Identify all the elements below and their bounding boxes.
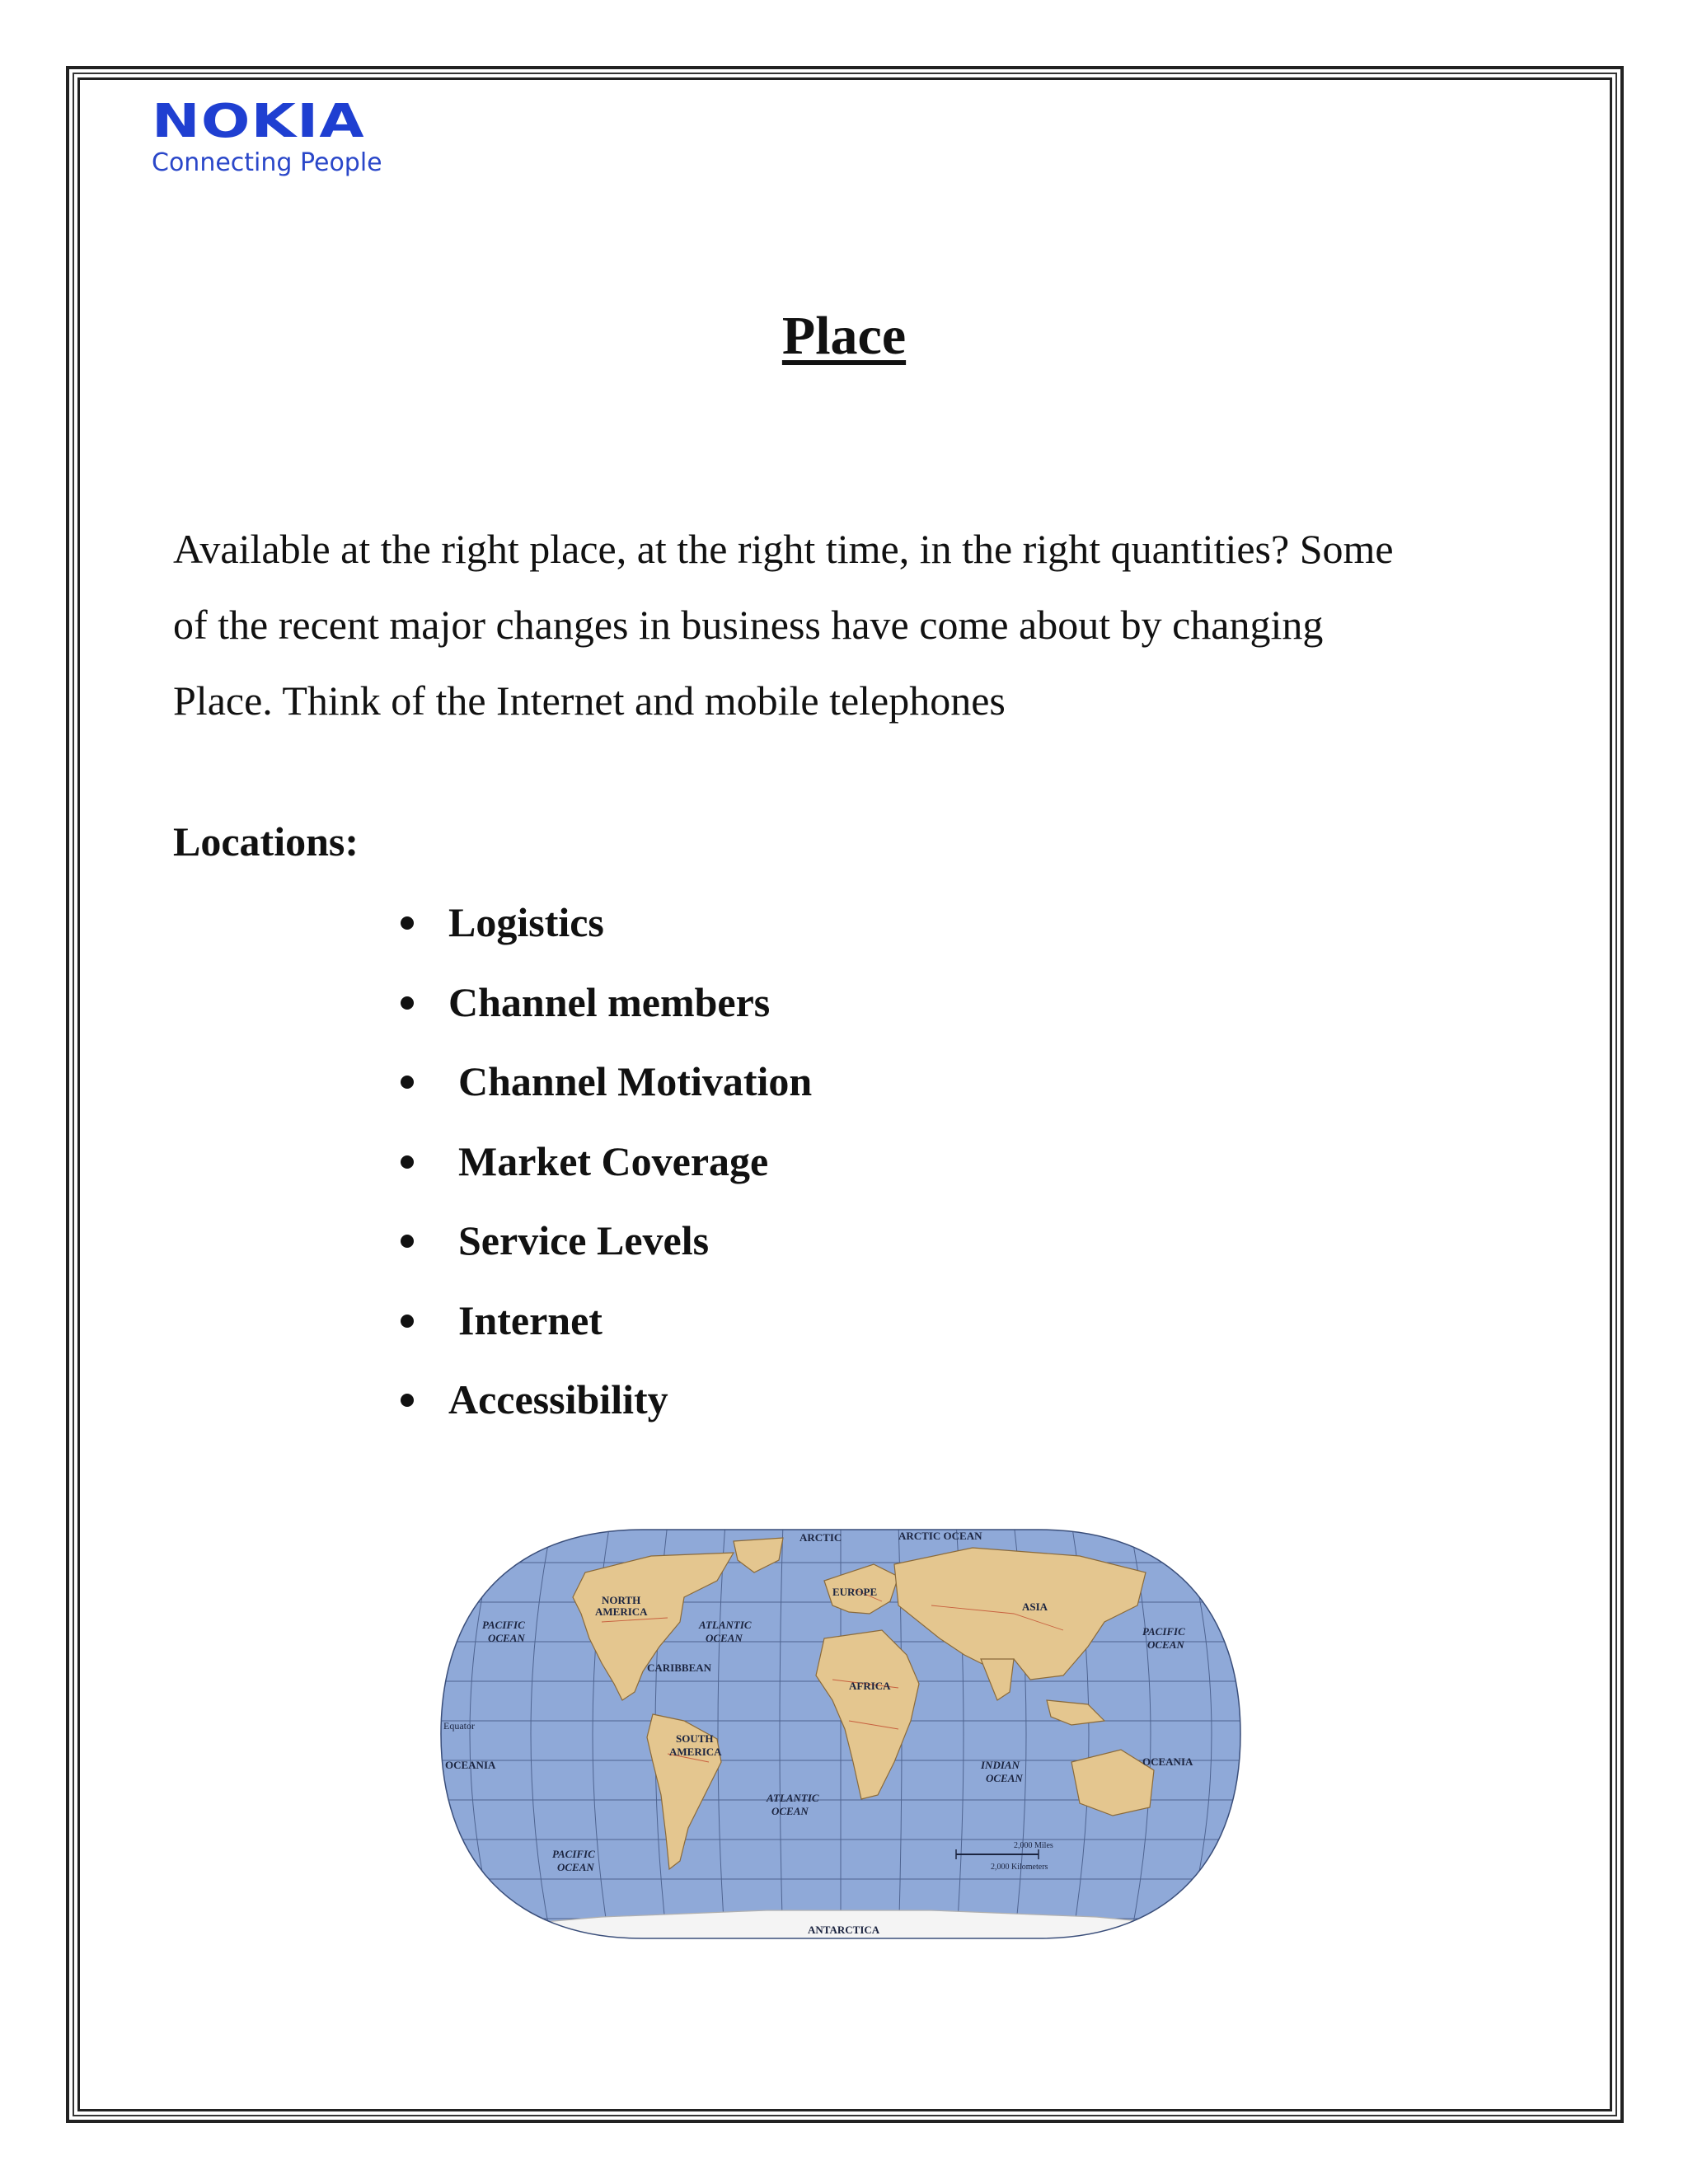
list-item: Internet bbox=[396, 1290, 812, 1370]
label-atlantic-ocean-north: ATLANTIC bbox=[699, 1619, 752, 1631]
label-south-america: AMERICA bbox=[669, 1746, 722, 1758]
list-item: Accessibility bbox=[396, 1369, 812, 1449]
label-africa: AFRICA bbox=[849, 1680, 891, 1692]
label-asia: ASIA bbox=[1022, 1601, 1048, 1613]
label-oceania-west: OCEANIA bbox=[445, 1759, 496, 1771]
label-atlantic-ocean-north: OCEAN bbox=[706, 1632, 743, 1644]
scale-miles-label: 2,000 Miles bbox=[1014, 1841, 1053, 1850]
label-pacific-ocean-south: PACIFIC bbox=[552, 1848, 595, 1860]
list-item: Logistics bbox=[396, 892, 812, 972]
paragraph-line: Available at the right place, at the right time, in the right quantities? Some bbox=[173, 526, 1394, 572]
paragraph-line: Place. Think of the Internet and mobile telephones bbox=[173, 677, 1006, 724]
label-pacific-ocean-east: OCEAN bbox=[1147, 1638, 1184, 1651]
label-pacific-ocean-west: PACIFIC bbox=[482, 1619, 525, 1631]
logo-wordmark: NOKIA bbox=[152, 95, 365, 148]
list-item: Market Coverage bbox=[396, 1131, 812, 1211]
label-atlantic-ocean-south: ATLANTIC bbox=[767, 1792, 819, 1804]
label-pacific-ocean-south: OCEAN bbox=[557, 1861, 594, 1873]
scale-km-label: 2,000 Kilometers bbox=[991, 1863, 1048, 1872]
label-north-america: AMERICA bbox=[595, 1605, 648, 1618]
locations-heading: Locations: bbox=[173, 818, 359, 865]
label-pacific-ocean-east: PACIFIC bbox=[1142, 1625, 1185, 1638]
label-indian-ocean: OCEAN bbox=[986, 1772, 1023, 1784]
label-caribbean: CARIBBEAN bbox=[647, 1661, 712, 1674]
label-arctic-ocean: ARCTIC OCEAN bbox=[898, 1530, 982, 1542]
label-equator: Equator bbox=[443, 1720, 475, 1732]
intro-paragraph bbox=[173, 511, 1508, 738]
label-arctic: ARCTIC bbox=[799, 1531, 842, 1544]
label-atlantic-ocean-south: OCEAN bbox=[771, 1805, 809, 1817]
label-oceania-east: OCEANIA bbox=[1142, 1755, 1193, 1768]
page-title: Place bbox=[781, 306, 907, 366]
list-item: Channel members bbox=[396, 972, 812, 1052]
logo-tagline: Connecting People bbox=[152, 148, 382, 177]
label-antarctica: ANTARCTICA bbox=[808, 1924, 880, 1936]
list-item: Service Levels bbox=[396, 1210, 812, 1290]
label-indian-ocean: INDIAN bbox=[981, 1759, 1020, 1771]
world-map bbox=[437, 1523, 1245, 1945]
label-pacific-ocean-west: OCEAN bbox=[488, 1632, 525, 1644]
label-north-america: NORTH bbox=[602, 1594, 641, 1606]
paragraph-line: of the recent major changes in business have come about by changing bbox=[173, 602, 1324, 648]
list-item: Channel Motivation bbox=[396, 1051, 812, 1131]
label-south-america: SOUTH bbox=[676, 1732, 714, 1745]
label-europe: EUROPE bbox=[832, 1586, 878, 1598]
nokia-logo bbox=[152, 95, 382, 178]
locations-list bbox=[396, 892, 812, 1449]
